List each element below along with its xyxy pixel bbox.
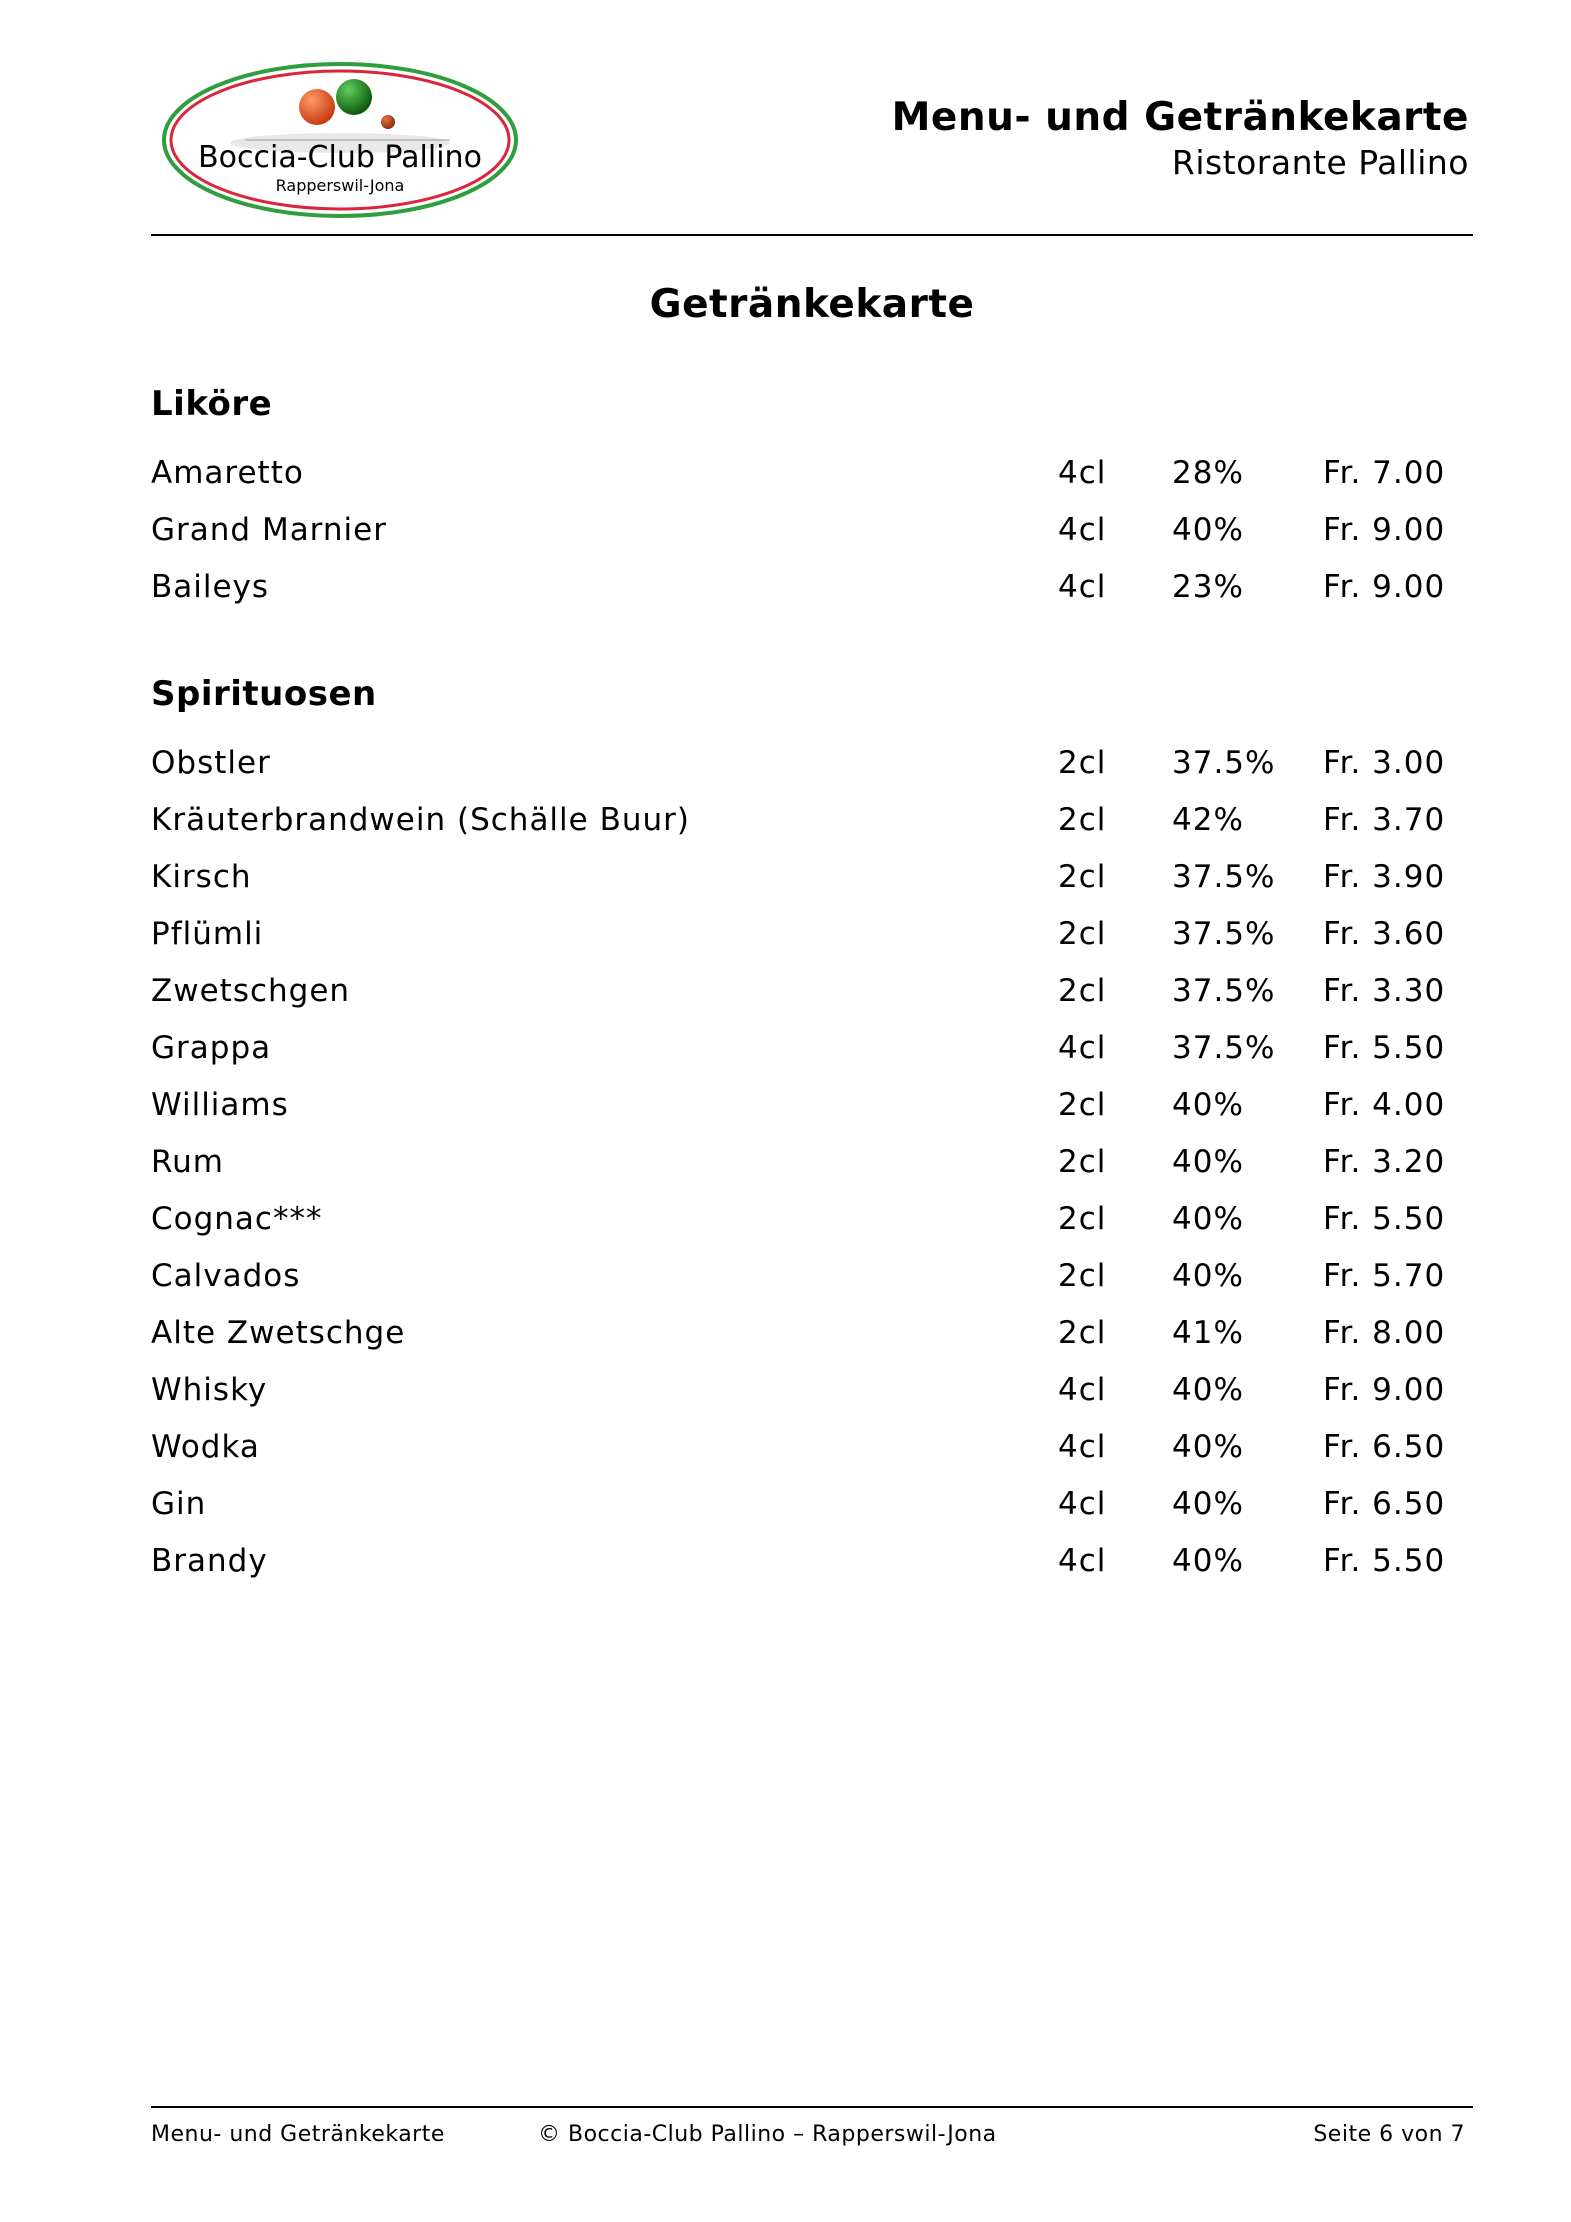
drink-volume: 4cl <box>1058 1429 1107 1465</box>
drink-price: Fr. 9.00 <box>1323 569 1446 605</box>
footer-document-title: Menu- und Getränkekarte <box>151 2122 445 2147</box>
drink-volume: 2cl <box>1058 802 1107 838</box>
drink-name: Brandy <box>151 1543 268 1579</box>
pallino-ball <box>381 115 395 129</box>
drink-abv: 40% <box>1172 1429 1244 1465</box>
section-heading-spirituosen: Spirituosen <box>151 674 377 714</box>
drink-abv: 40% <box>1172 1087 1244 1123</box>
table-row <box>0 512 1571 569</box>
drink-volume: 4cl <box>1058 569 1107 605</box>
drink-price: Fr. 7.00 <box>1323 455 1446 491</box>
drink-volume: 2cl <box>1058 859 1107 895</box>
drink-price: Fr. 3.20 <box>1323 1144 1446 1180</box>
drink-volume: 2cl <box>1058 1315 1107 1351</box>
drink-name: Grappa <box>151 1030 272 1066</box>
drink-volume: 2cl <box>1058 1087 1107 1123</box>
header-title: Menu- und Getränkekarte <box>891 95 1469 140</box>
table-row <box>0 1201 1571 1258</box>
drink-name: Rum <box>151 1144 224 1180</box>
drink-volume: 4cl <box>1058 1543 1107 1579</box>
drink-abv: 40% <box>1172 512 1244 548</box>
drink-price: Fr. 9.00 <box>1323 512 1446 548</box>
logo-location: Rapperswil-Jona <box>275 176 405 195</box>
drink-abv: 37.5% <box>1172 745 1276 781</box>
drink-price: Fr. 6.50 <box>1323 1429 1446 1465</box>
drink-name: Kräuterbrandwein (Schälle Buur) <box>151 802 690 838</box>
drink-abv: 23% <box>1172 569 1244 605</box>
drink-volume: 4cl <box>1058 512 1107 548</box>
drink-volume: 4cl <box>1058 1372 1107 1408</box>
drink-abv: 40% <box>1172 1543 1244 1579</box>
footer-copyright: © Boccia-Club Pallino – Rapperswil-Jona <box>538 2122 997 2147</box>
drink-price: Fr. 3.90 <box>1323 859 1446 895</box>
table-row <box>0 973 1571 1030</box>
header-subtitle: Ristorante Pallino <box>1171 143 1469 182</box>
logo-club-name: Boccia-Club Pallino <box>198 140 482 175</box>
drink-abv: 40% <box>1172 1258 1244 1294</box>
boccia-ball-green <box>336 79 372 115</box>
drink-name: Wodka <box>151 1429 260 1465</box>
table-row <box>0 1543 1571 1600</box>
drink-abv: 37.5% <box>1172 1030 1276 1066</box>
drink-name: Kirsch <box>151 859 252 895</box>
table-row <box>0 859 1571 916</box>
table-row <box>0 1372 1571 1429</box>
drink-abv: 40% <box>1172 1144 1244 1180</box>
drink-volume: 2cl <box>1058 973 1107 1009</box>
drink-name: Calvados <box>151 1258 301 1294</box>
drink-abv: 37.5% <box>1172 916 1276 952</box>
drink-volume: 2cl <box>1058 1258 1107 1294</box>
drink-price: Fr. 8.00 <box>1323 1315 1446 1351</box>
drink-volume: 2cl <box>1058 745 1107 781</box>
drink-abv: 37.5% <box>1172 859 1276 895</box>
table-row <box>0 569 1571 626</box>
drink-abv: 40% <box>1172 1372 1244 1408</box>
drink-name: Alte Zwetschge <box>151 1315 406 1351</box>
drink-name: Cognac*** <box>151 1201 323 1237</box>
drink-volume: 4cl <box>1058 455 1107 491</box>
footer-divider <box>151 2106 1473 2108</box>
table-row <box>0 1087 1571 1144</box>
drink-volume: 2cl <box>1058 916 1107 952</box>
table-row <box>0 745 1571 802</box>
page-title: Getränkekarte <box>649 282 975 327</box>
table-row <box>0 455 1571 512</box>
drink-abv: 40% <box>1172 1201 1244 1237</box>
table-row <box>0 1258 1571 1315</box>
drink-price: Fr. 3.70 <box>1323 802 1446 838</box>
drink-name: Gin <box>151 1486 207 1522</box>
drink-abv: 42% <box>1172 802 1244 838</box>
table-row <box>0 1315 1571 1372</box>
table-row <box>0 1144 1571 1201</box>
drink-price: Fr. 4.00 <box>1323 1087 1446 1123</box>
drink-volume: 4cl <box>1058 1486 1107 1522</box>
drink-price: Fr. 6.50 <box>1323 1486 1446 1522</box>
drink-price: Fr. 9.00 <box>1323 1372 1446 1408</box>
drink-price: Fr. 5.50 <box>1323 1201 1446 1237</box>
table-row <box>0 802 1571 859</box>
footer-page-number: Seite 6 von 7 <box>1313 2122 1465 2147</box>
drink-price: Fr. 5.70 <box>1323 1258 1446 1294</box>
table-row <box>0 1030 1571 1087</box>
club-logo <box>160 60 520 220</box>
drink-volume: 2cl <box>1058 1144 1107 1180</box>
drink-name: Grand Marnier <box>151 512 387 548</box>
drink-abv: 41% <box>1172 1315 1244 1351</box>
drink-name: Williams <box>151 1087 289 1123</box>
drink-price: Fr. 3.00 <box>1323 745 1446 781</box>
table-row <box>0 1429 1571 1486</box>
table-row <box>0 1486 1571 1543</box>
drink-price: Fr. 3.60 <box>1323 916 1446 952</box>
drink-name: Whisky <box>151 1372 268 1408</box>
drink-name: Obstler <box>151 745 271 781</box>
drink-price: Fr. 3.30 <box>1323 973 1446 1009</box>
section-heading-likoere: Liköre <box>151 384 273 424</box>
drink-name: Baileys <box>151 569 270 605</box>
table-row <box>0 916 1571 973</box>
drink-abv: 40% <box>1172 1486 1244 1522</box>
drink-abv: 37.5% <box>1172 973 1276 1009</box>
drink-name: Amaretto <box>151 455 304 491</box>
boccia-ball-orange <box>299 89 335 125</box>
drink-price: Fr. 5.50 <box>1323 1543 1446 1579</box>
drink-volume: 4cl <box>1058 1030 1107 1066</box>
header-divider <box>151 234 1473 236</box>
drink-abv: 28% <box>1172 455 1244 491</box>
drink-name: Zwetschgen <box>151 973 351 1009</box>
drink-volume: 2cl <box>1058 1201 1107 1237</box>
drink-name: Pflümli <box>151 916 264 952</box>
drink-price: Fr. 5.50 <box>1323 1030 1446 1066</box>
